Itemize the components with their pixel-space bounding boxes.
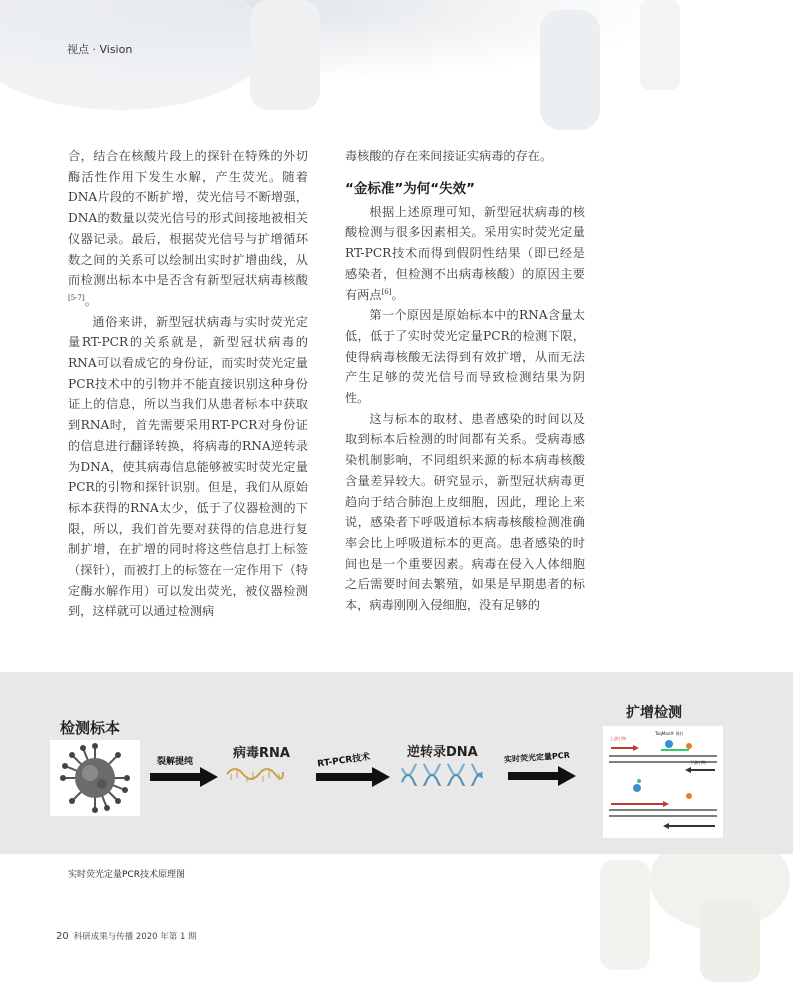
primer-down-label: 下游引物 <box>690 760 706 765</box>
paragraph: 这与标本的取材、患者感染的时间以及取到标本后检测的时间都有关系。受病毒感染机制影响，不同组织来源的标本病毒核酸含量差异较大。研究显示，新型冠状病毒更趋向于结合肺泡上皮细胞，因此，理论上来说，感染者下呼吸道标本病毒核酸检测准确率会比上呼吸道标本的更高。患者感染的时间也是一个重要因素。病毒在侵入人体细胞之后需要时间去繁殖，如果是早期患者的标本，病毒刚刚入侵细胞，没有足够的 <box>345 411 585 613</box>
citation-ref: [6] <box>381 287 392 296</box>
specimen-label: 检测标本 <box>60 719 121 737</box>
virus-image <box>50 740 140 816</box>
rt-pcr-step-label: RT-PCR技术 <box>316 752 371 770</box>
page-footer <box>56 930 197 942</box>
rna-strand-icon <box>225 762 285 786</box>
qpcr-step-label: 实时荧光定量PCR <box>503 750 571 765</box>
page-number: 20 <box>56 931 69 942</box>
arrow-right-icon <box>150 767 218 787</box>
paragraph: 毒核酸的存在来间接证实病毒的存在。 <box>345 149 553 163</box>
rna-label: 病毒RNA <box>233 746 290 761</box>
section-header: 视点 · Vision <box>67 43 133 56</box>
lysis-step-label: 裂解提纯 <box>157 757 194 767</box>
paragraph: 第一个原因是原始标本中的RNA含量太低，低于了实时荧光定量PCR的检测下限，使得病毒核酸无法得到有效扩增，从而无法产生足够的荧光信号而导致检测结果为阴性。 <box>345 308 585 406</box>
figure-caption: 实时荧光定量PCR技术原理图 <box>68 870 185 880</box>
arrow-right-icon <box>316 767 390 787</box>
primer-up-label: 上游引物 <box>610 736 626 741</box>
right-column <box>345 146 585 616</box>
section-heading: “金标准”为何“失效” <box>345 180 475 197</box>
left-column <box>68 146 308 622</box>
amplification-label: 扩增检测 <box>626 705 682 721</box>
probe-label: TaqMan® 探针 <box>655 731 684 736</box>
paragraph: 合，结合在核酸片段上的探针在特殊的外切酶活性作用下发生水解，产生荧光。随着DNA片段的不断扩增，荧光信号不断增强，DNA的数量以荧光信号的形式间接地被相关仪器记录。最后，根据荧光信号与扩增循环数之间的关系可以绘制出实时扩增曲线，从而检测出标本中是否含有新型冠状病毒核酸[5-7]。 <box>68 149 308 308</box>
paragraph: 通俗来讲，新型冠状病毒与实时荧光定量RT-PCR的关系就是，新型冠状病毒的RNA可以看成它的身份证，而实时荧光定量PCR技术中的引物并不能直接识别这种身份证上的信息，所以当我们从患者标本中获取到RNA时，首先需要采用RT-PCR对身份证的信息进行翻译转换，将病毒的RNA逆转录为DNA，使其病毒信息能够被实时荧光定量PCR的引物和探针识别。但是，我们从原始标本获得的RNA太少，低于了仪器检测的下限，所以，我们首先要对获得的信息进行复制扩增，在扩增的同时将这些信息打上标签（探针），而被打上的标签在一定作用下（特定酶水解作用）可以发出荧光，被仪器检测到，这样就可以通过检测病 <box>68 314 308 619</box>
arrow-right-icon <box>508 766 576 786</box>
amplification-diagram <box>603 726 723 838</box>
journal-info: 科研成果与传播 2020 年第 1 期 <box>73 932 197 942</box>
paragraph: 根据上述原理可知，新型冠状病毒的核酸检测与很多因素相关。采用实时荧光定量RT-PCR技术而得到假阴性结果（即已经是感染者，但检测不出病毒核酸）的原因主要有两点[6]。 <box>345 204 585 302</box>
citation-ref: [5-7] <box>68 293 85 302</box>
dna-helix-icon <box>400 764 484 786</box>
dna-label: 逆转录DNA <box>407 745 478 760</box>
